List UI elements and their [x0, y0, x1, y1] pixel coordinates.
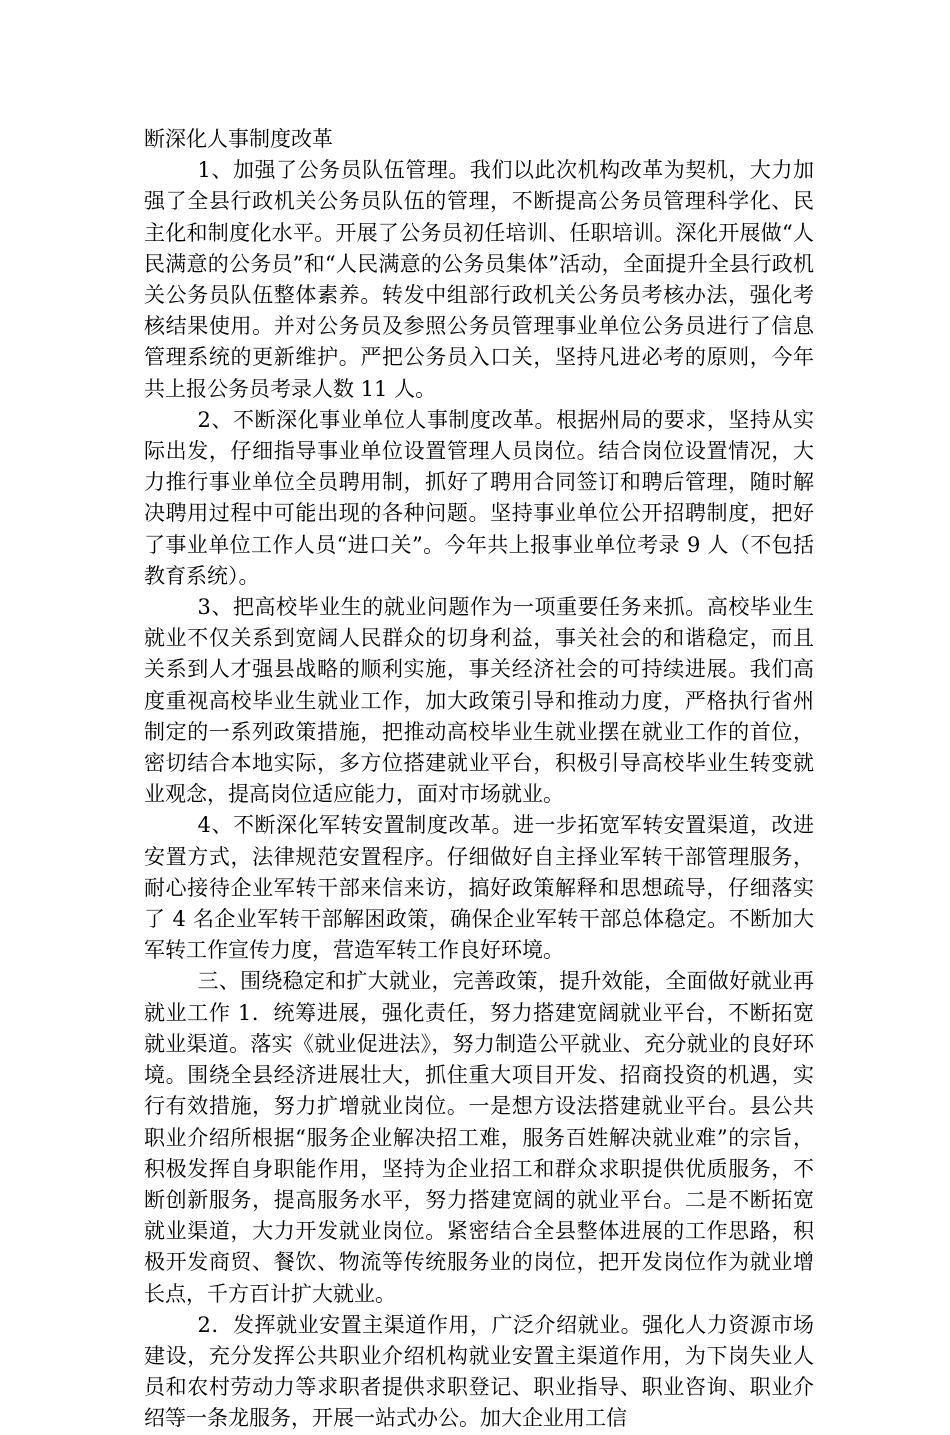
paragraph-employment-section-three: 三、围绕稳定和扩大就业，完善政策，提升效能，全面做好就业再就业工作 1．统筹进展，强化责任，努力搭建宽阔就业平台，不断拓宽就业渠道。落实《就业促进法》，努力制造公平就业、充分就业的良好环境。围绕全县经济进展壮大，抓住重大项目开发、招商投资的机遇，实行有效措施，努力扩增就业岗位。一是想方设法搭建就业平台。县公共职业介绍所根据“服务企业解决招工难，服务百姓解决就业难”的宗旨，积极发挥自身职能作用，坚持为企业招工和群众求职提供优质服务，不断创新服务，提高服务水平，努力搭建宽阔的就业平台。二是不断拓宽就业渠道，大力开发就业岗位。紧密结合全县整体进展的工作思路，积极开发商贸、餐饮、物流等传统服务业的岗位，把开发岗位作为就业增长点，千方百计扩大就业。: [144, 969, 814, 1306]
paragraph-civil-servant-management: 1、加强了公务员队伍管理。我们以此次机构改革为契机，大力加强了全县行政机关公务员队伍的管理，不断提高公务员管理科学化、民主化和制度化水平。开展了公务员初任培训、任职培训。深化开展做“人民满意的公务员”和“人民满意的公务员集体”活动，全面提升全县行政机关公务员队伍整体素养。转发中组部行政机关公务员考核办法，强化考核结果使用。并对公务员及参照公务员管理事业单位公务员进行了信息管理系统的更新维护。严把公务员入口关，坚持凡进必考的原则，今年共上报公务员考录人数 11 人。: [144, 158, 814, 401]
paragraph-public-institution-reform: 2、不断深化事业单位人事制度改革。根据州局的要求，坚持从实际出发，仔细指导事业单位设置管理人员岗位。结合岗位设置情况，大力推行事业单位全员聘用制，抓好了聘用合同签订和聘后管理，随时解决聘用过程中可能出现的各种问题。坚持事业单位公开招聘制度，把好了事业单位工作人员“进口关”。今年共上报事业单位考录 9 人（不包括教育系统）。: [144, 407, 814, 588]
paragraph-graduate-employment: 3、把高校毕业生的就业问题作为一项重要任务来抓。高校毕业生就业不仅关系到宽阔人民群众的切身利益，事关社会的和谐稳定，而且关系到人才强县战略的顺利实施，事关经济社会的可持续进展。我们高度重视高校毕业生就业工作，加大政策引导和推动力度，严格执行省州制定的一系列政策措施，把推动高校毕业生就业摆在就业工作的首位，密切结合本地实际，多方位搭建就业平台，积极引导高校毕业生转变就业观念，提高岗位适应能力，面对市场就业。: [144, 595, 814, 807]
paragraph-military-resettlement: 4、不断深化军转安置制度改革。进一步拓宽军转安置渠道，改进安置方式，法律规范安置程序。仔细做好自主择业军转干部管理服务，耐心接待企业军转干部来信来访，搞好政策解释和思想疏导，仔细落实了 4 名企业军转干部解困政策，确保企业军转干部总体稳定。不断加大军转工作宣传力度，营造军转工作良好环境。: [144, 813, 814, 963]
document-body: [144, 124, 814, 1435]
paragraph-employment-channel: 2．发挥就业安置主渠道作用，广泛介绍就业。强化人力资源市场建设，充分发挥公共职业介绍机构就业安置主渠道作用，为下岗失业人员和农村劳动力等求职者提供求职登记、职业指导、职业咨询、职业介绍等一条龙服务，开展一站式办公。加大企业用工信: [144, 1312, 814, 1431]
paragraph-heading-fragment: 断深化人事制度改革: [144, 127, 333, 151]
